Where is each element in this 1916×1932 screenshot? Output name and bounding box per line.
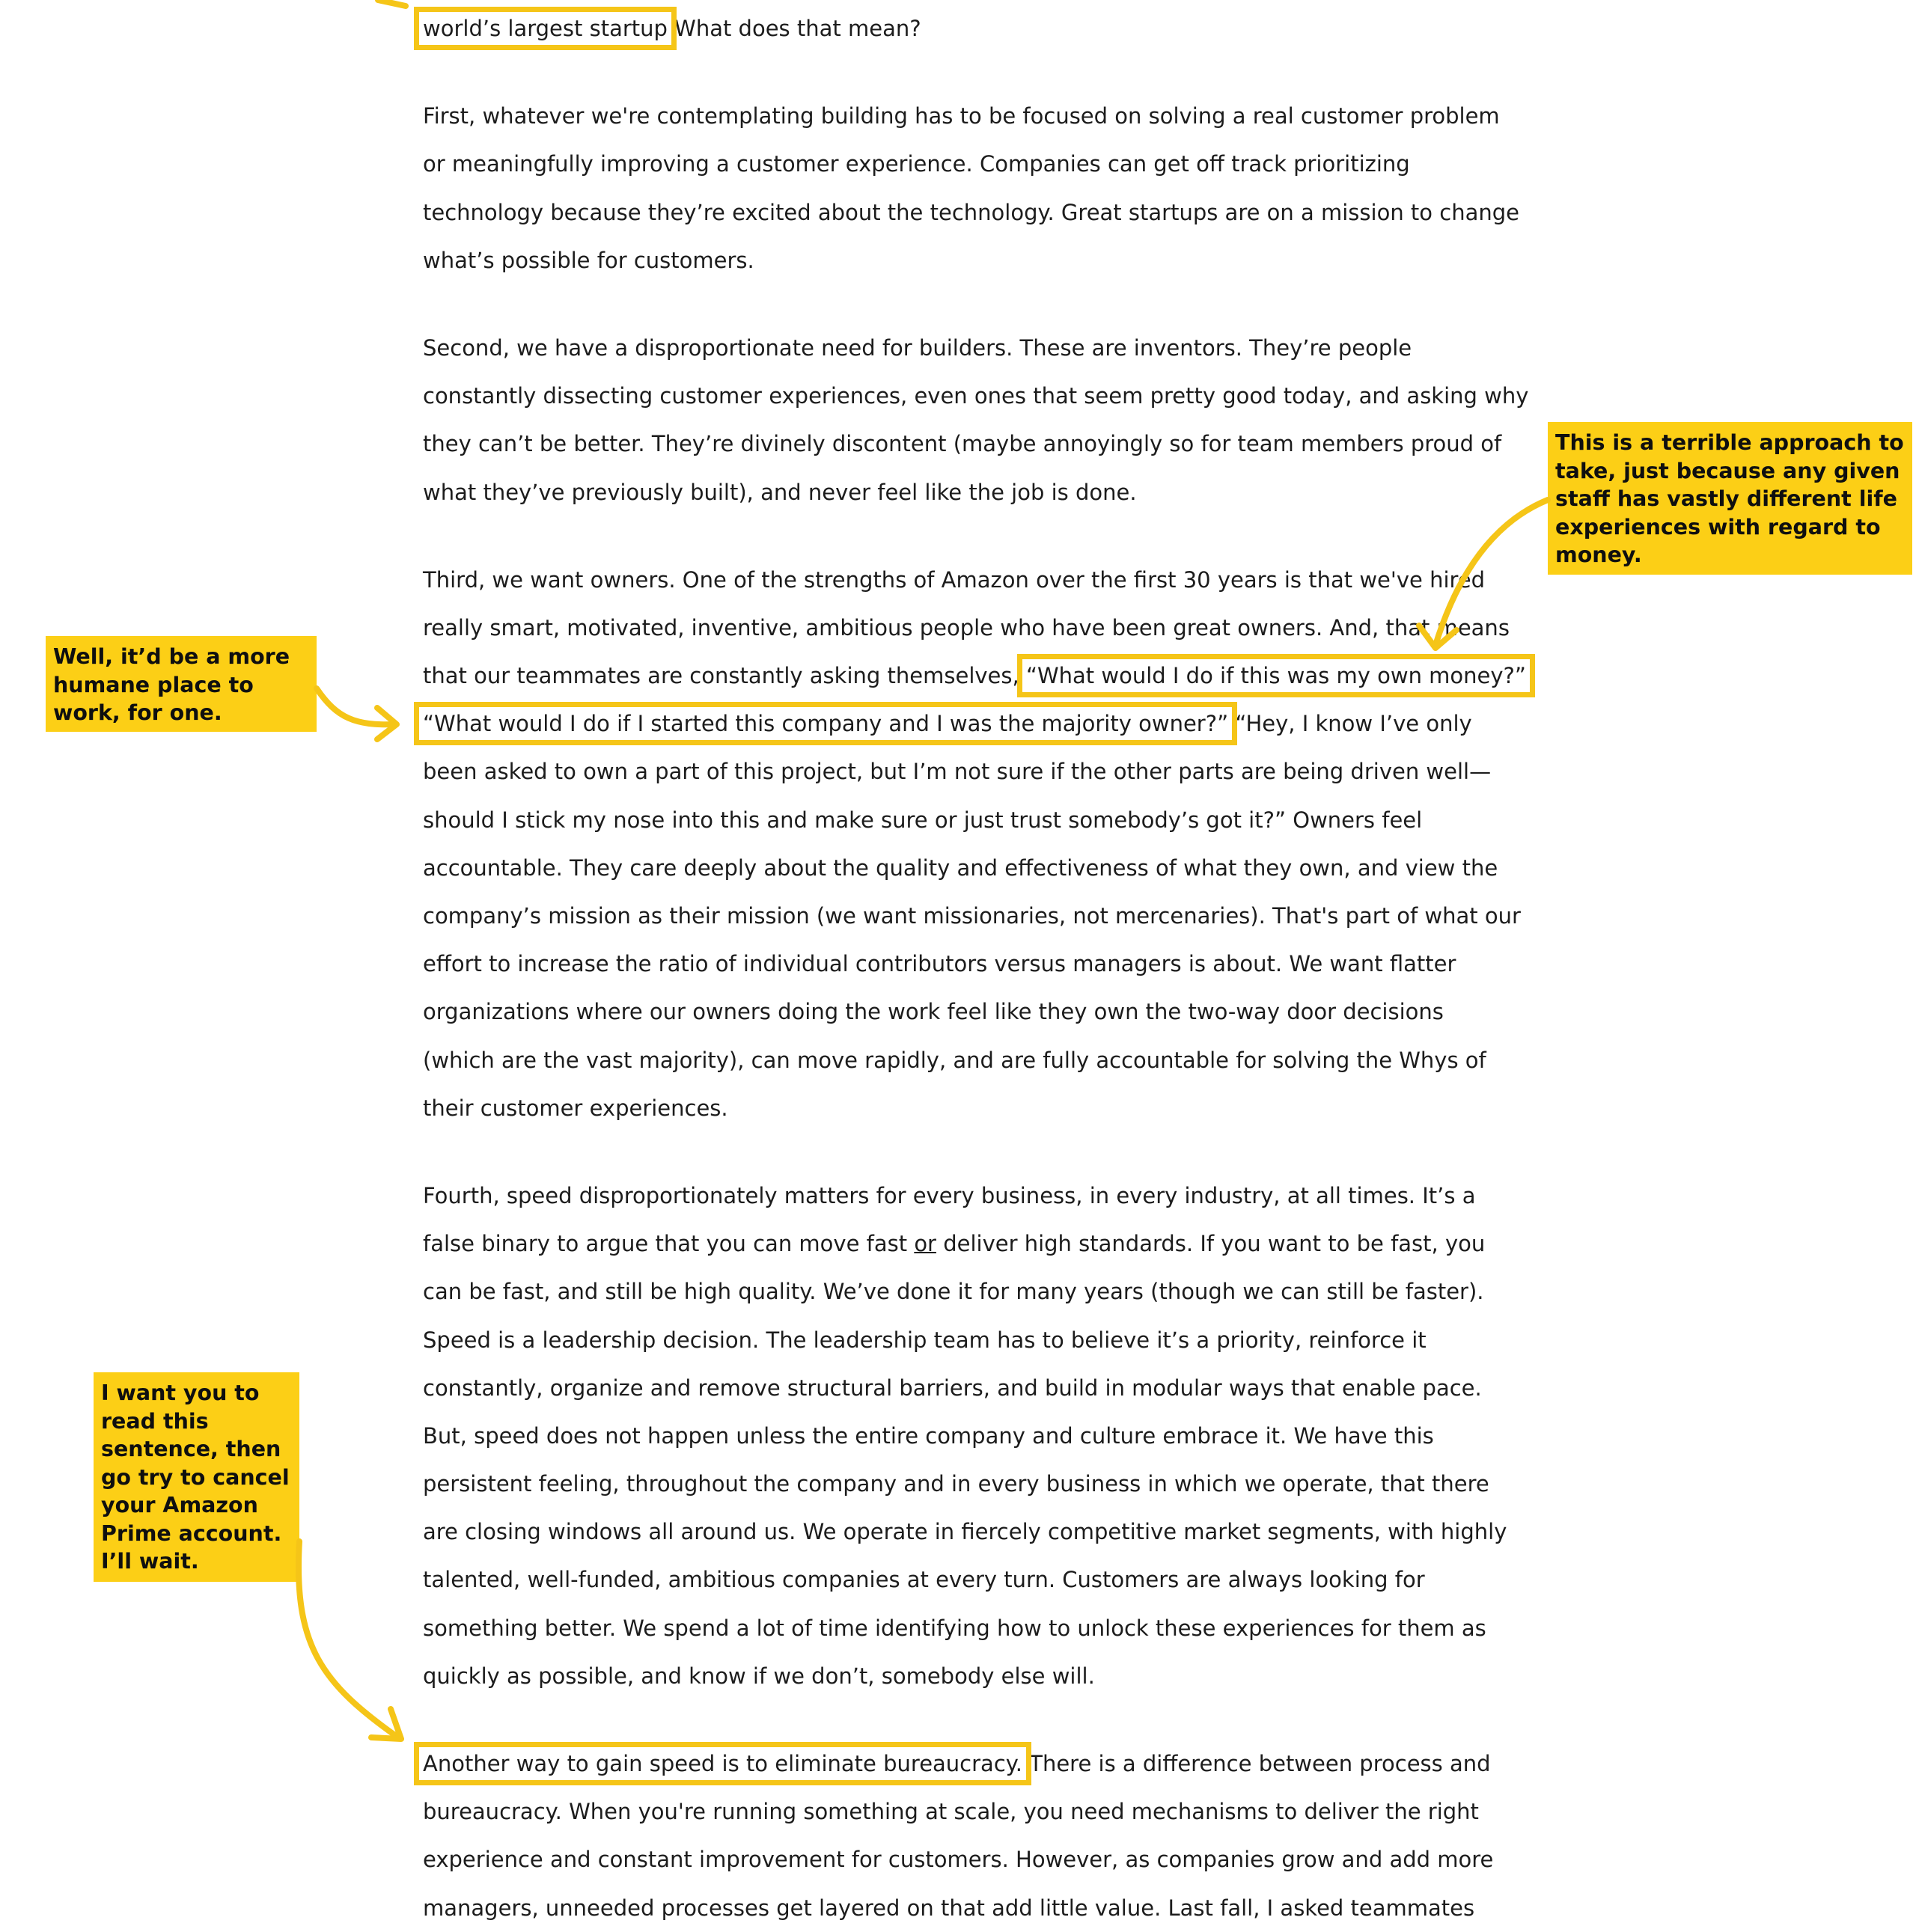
text-line: persistent feeling, throughout the company and in every business in which we operate, that there <box>423 1471 1489 1497</box>
arrow-prime <box>299 1541 398 1737</box>
text-line: (which are the vast majority), can move rapidly, and are fully accountable for solving the Whys of <box>423 1047 1486 1073</box>
text-line: technology because they’re excited about the technology. Great startups are on a mission to change <box>423 199 1519 225</box>
text-line: can be fast, and still be high quality. We’ve done it for many years (though we can still be faster). <box>423 1279 1484 1305</box>
text-line: Speed is a leadership decision. The leadership team has to believe it’s a priority, reinforce it <box>423 1327 1427 1353</box>
highlighted-phrase: world’s largest startup <box>423 16 668 41</box>
text-line: managers, unneeded processes get layered on that add little value. Last fall, I asked teammates <box>423 1895 1475 1921</box>
text-line: their customer experiences. <box>423 1095 728 1121</box>
text-line: what’s possible for customers. <box>423 247 754 273</box>
underlined-word: or <box>914 1231 936 1257</box>
text-line: Second, we have a disproportionate need for builders. These are inventors. They’re people <box>423 334 1412 361</box>
text-line: really smart, motivated, inventive, ambitious people who have been great owners. And, that means <box>423 614 1510 641</box>
text-line: are closing windows all around us. We operate in fiercely competitive market segments, with highly <box>423 1519 1507 1545</box>
text-line: organizations where our owners doing the work feel like they own the two-way door decisions <box>423 999 1444 1025</box>
text-line: First, whatever we're contemplating building has to be focused on solving a real customer problem <box>423 103 1500 129</box>
text-line: constantly dissecting customer experiences, even ones that seem pretty good today, and asking why <box>423 383 1529 409</box>
text-line: company’s mission as their mission (we want missionaries, not mercenaries). That's part of what our <box>423 903 1521 929</box>
text-line: they can’t be better. They’re divinely discontent (maybe annoyingly so for team members proud of <box>423 431 1502 457</box>
arrow-top-stub <box>378 0 406 6</box>
text-span: deliver high standards. If you want to be fast, you <box>936 1231 1486 1257</box>
text-line: accountable. They care deeply about the quality and effectiveness of what they own, and view the <box>423 855 1498 881</box>
text-line: something better. We spend a lot of time identifying how to unlock these experiences for them as <box>423 1615 1486 1641</box>
text-line: quickly as possible, and know if we don’t, somebody else will. <box>423 1663 1095 1689</box>
annotation-humane: Well, it’d be a more humane place to work, for one. <box>46 636 317 732</box>
text-span: false binary to argue that you can move fast <box>423 1231 915 1257</box>
text-line: Fourth, speed disproportionately matters for every business, in every industry, at all times. It’s a <box>423 1182 1476 1208</box>
text-line: what they’ve previously built), and never feel like the job is done. <box>423 479 1137 505</box>
highlighted-phrase: Another way to gain speed is to eliminate bureaucracy. <box>423 1751 1023 1776</box>
text-line: talented, well-funded, ambitious companies at every turn. Customers are always looking for <box>423 1567 1425 1593</box>
text-line: been asked to own a part of this project, but I’m not sure if the other parts are being driven well— <box>423 759 1492 785</box>
text-line: But, speed does not happen unless the entire company and culture embrace it. We have this <box>423 1422 1434 1449</box>
text-line: experience and constant improvement for customers. However, as companies grow and add more <box>423 1847 1494 1873</box>
text-line: constantly, organize and remove structural barriers, and build in modular ways that enable pace. <box>423 1375 1482 1401</box>
arrow-humane <box>317 688 395 724</box>
arrow-money <box>1436 500 1548 645</box>
annotation-prime: I want you to read this sentence, then go try to cancel your Amazon Prime account. I’ll wait. <box>94 1372 299 1582</box>
text-span: What does that mean? <box>667 16 921 41</box>
text-span: “Hey, I know I’ve only <box>1228 711 1472 737</box>
text-line: or meaningfully improving a customer experience. Companies can get off track prioritizing <box>423 151 1410 177</box>
text-line: Third, we want owners. One of the strengths of Amazon over the first 30 years is that we've hired <box>423 566 1486 593</box>
highlighted-phrase: “What would I do if this was my own money?” <box>1025 663 1526 689</box>
text-span: that our teammates are constantly asking themselves, <box>423 663 1026 689</box>
text-line: bureaucracy. When you're running something at scale, you need mechanisms to deliver the right <box>423 1799 1479 1825</box>
text-span: There is a difference between process and <box>1022 1751 1491 1776</box>
annotation-money: This is a terrible approach to take, just because any given staff has vastly different life experiences with regard to money. <box>1548 422 1912 575</box>
text-line: effort to increase the ratio of individual contributors versus managers is about. We want flatter <box>423 951 1456 977</box>
text-line: should I stick my nose into this and make sure or just trust somebody’s got it?” Owners feel <box>423 807 1423 833</box>
highlighted-phrase: “What would I do if I started this company and I was the majority owner?” <box>423 711 1229 737</box>
